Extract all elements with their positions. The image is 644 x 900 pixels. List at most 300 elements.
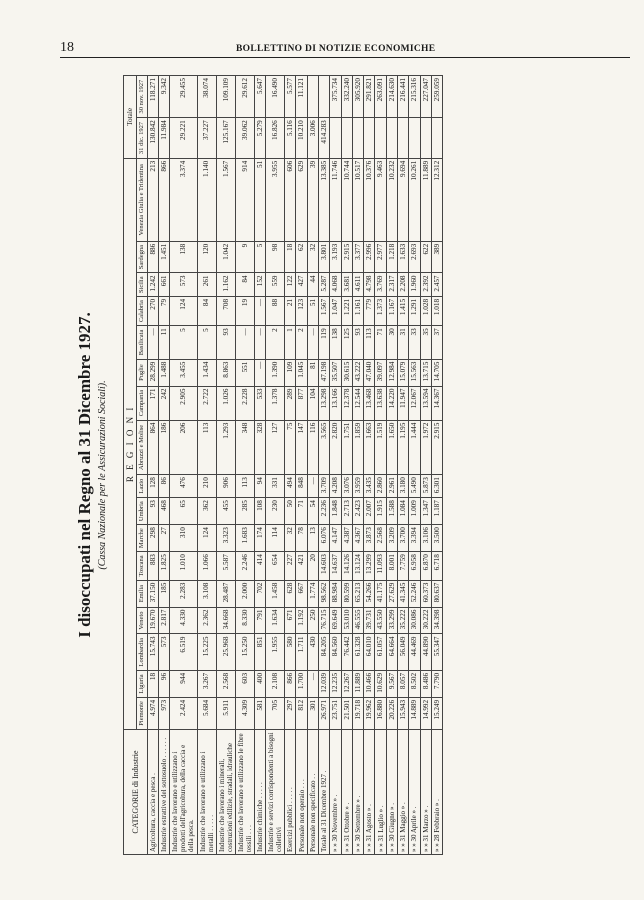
page-number: 18 bbox=[60, 40, 74, 55]
cell-value: 93 bbox=[147, 498, 158, 525]
total-cell bbox=[319, 76, 330, 118]
header-rule bbox=[60, 57, 630, 58]
region-header: Sardegna bbox=[137, 241, 147, 273]
cell-value: 3.709 bbox=[319, 475, 330, 498]
total-row bbox=[386, 76, 397, 855]
cell-value: 81 bbox=[307, 359, 318, 386]
cell-value: 15.250 bbox=[235, 634, 254, 670]
cell-value: 5 bbox=[254, 241, 265, 273]
row-label: » » 28 Febbraio » . bbox=[431, 730, 442, 855]
cell-value: 4.367 bbox=[352, 525, 363, 552]
cell-value: 2.860 bbox=[375, 475, 386, 498]
cell-value: 60.373 bbox=[420, 580, 431, 607]
total-cell: 259.059 bbox=[431, 76, 442, 118]
cell-value: 47.040 bbox=[364, 359, 375, 386]
total-cell: 332.240 bbox=[341, 76, 352, 118]
cell-value: 348 bbox=[235, 420, 254, 475]
cell-value: 98.562 bbox=[319, 580, 330, 607]
cell-value: 62 bbox=[296, 241, 307, 273]
cell-value: 3.455 bbox=[170, 359, 197, 386]
cell-value: 64.010 bbox=[364, 634, 375, 670]
cell-value: 2.817 bbox=[159, 607, 170, 634]
cell-value: 7.790 bbox=[431, 670, 442, 697]
category-row bbox=[235, 76, 254, 855]
cell-value: 18 bbox=[285, 241, 296, 273]
cell-value: 33 bbox=[409, 326, 420, 359]
cell-value: 13.638 bbox=[375, 386, 386, 420]
cell-value: 124 bbox=[170, 296, 197, 325]
cell-value: 3.700 bbox=[397, 525, 408, 552]
cell-value: 1.162 bbox=[216, 273, 235, 296]
cell-value: 2.915 bbox=[431, 420, 442, 475]
cell-value: 1.161 bbox=[352, 296, 363, 325]
cell-value: 54 bbox=[307, 498, 318, 525]
cell-value: 124 bbox=[197, 525, 216, 552]
total-cell: 5.116 bbox=[285, 118, 296, 159]
cell-value: 3.076 bbox=[341, 475, 352, 498]
cell-value: 3.500 bbox=[431, 525, 442, 552]
cell-value: 944 bbox=[170, 670, 197, 697]
cell-value: 654 bbox=[266, 552, 285, 580]
cell-value: 61.328 bbox=[352, 634, 363, 670]
cell-value: 15.743 bbox=[147, 634, 158, 670]
total-cell: 5.647 bbox=[254, 76, 265, 118]
cell-value: 12.235 bbox=[330, 670, 341, 697]
cell-value: 3.193 bbox=[330, 241, 341, 273]
cell-value: 19.718 bbox=[352, 697, 363, 729]
cell-value: 4.208 bbox=[330, 475, 341, 498]
cell-value: 866 bbox=[285, 670, 296, 697]
running-head: BOLLETTINO DI NOTIZIE ECONOMICHE bbox=[236, 44, 436, 54]
cell-value: 10.376 bbox=[364, 158, 375, 241]
cell-value: 5 bbox=[170, 326, 197, 359]
cell-value: 2.208 bbox=[397, 273, 408, 296]
cell-value: 3.267 bbox=[197, 670, 216, 697]
cell-value: 2.228 bbox=[235, 386, 254, 420]
total-cell: 263.091 bbox=[375, 76, 386, 118]
cell-value: 12.039 bbox=[319, 670, 330, 697]
cell-value: 10.629 bbox=[375, 670, 386, 697]
cell-value: 914 bbox=[235, 158, 254, 241]
total-cell: 130.842 bbox=[147, 118, 158, 159]
cell-value: 30.086 bbox=[409, 607, 420, 634]
region-header: Puglie bbox=[137, 359, 147, 386]
cell-value: 37.150 bbox=[147, 580, 158, 607]
cell-value: 2.108 bbox=[266, 670, 285, 697]
cell-value: 104 bbox=[307, 386, 318, 420]
cell-value: 1.187 bbox=[431, 498, 442, 525]
region-header: Marche bbox=[137, 525, 147, 552]
cell-value: 13.298 bbox=[319, 386, 330, 420]
total-header: Totale bbox=[124, 76, 137, 159]
rotated-table-area bbox=[75, 75, 635, 875]
cell-value: 1.751 bbox=[341, 420, 352, 475]
cell-value: 13.594 bbox=[420, 386, 431, 420]
cell-value: 2.246 bbox=[235, 552, 254, 580]
cell-value: 84 bbox=[235, 273, 254, 296]
cell-value: 1.633 bbox=[397, 241, 408, 273]
cell-value: 71 bbox=[375, 326, 386, 359]
total-cell: 216.441 bbox=[397, 76, 408, 118]
cell-value: 1.434 bbox=[197, 359, 216, 386]
cell-value: 8.863 bbox=[216, 359, 235, 386]
cell-value: 16.880 bbox=[375, 697, 386, 729]
cell-value: 13.166 bbox=[330, 386, 341, 420]
cell-value: 44.469 bbox=[409, 634, 420, 670]
region-header: Veneto bbox=[137, 607, 147, 634]
row-label: Industrie chimiche . . . . . bbox=[254, 730, 265, 855]
cell-value: 455 bbox=[216, 498, 235, 525]
cell-value: 39 bbox=[307, 158, 318, 241]
cell-value: 3.377 bbox=[352, 241, 363, 273]
total-row bbox=[420, 76, 431, 855]
cell-value: 33.299 bbox=[386, 607, 397, 634]
cell-value: 1.711 bbox=[296, 634, 307, 670]
cell-value: 848 bbox=[296, 475, 307, 498]
cell-value: 1.972 bbox=[420, 420, 431, 475]
cell-value: 2.236 bbox=[319, 498, 330, 525]
total-cell bbox=[409, 118, 420, 159]
cell-value: 32 bbox=[285, 525, 296, 552]
cell-value: 1.650 bbox=[386, 420, 397, 475]
cell-value: 427 bbox=[296, 273, 307, 296]
row-label: » » 30 Aprile » . bbox=[409, 730, 420, 855]
cell-value: 779 bbox=[364, 296, 375, 325]
cell-value: 4.611 bbox=[352, 273, 363, 296]
cell-value: 128 bbox=[147, 475, 158, 498]
total-cell: 118.271 bbox=[147, 76, 158, 118]
cell-value: 21.501 bbox=[341, 697, 352, 729]
region-header: Toscana bbox=[137, 552, 147, 580]
cell-value: 1.458 bbox=[266, 580, 285, 607]
cell-value: 573 bbox=[159, 634, 170, 670]
cell-value: 298 bbox=[147, 525, 158, 552]
cell-value: 1.415 bbox=[397, 296, 408, 325]
category-row bbox=[197, 76, 216, 855]
cell-value: 23.751 bbox=[330, 697, 341, 729]
cell-value: 86 bbox=[159, 475, 170, 498]
cell-value: 47.198 bbox=[319, 359, 330, 386]
cell-value: 10.466 bbox=[364, 670, 375, 697]
row-label: » » 31 Luglio » . bbox=[375, 730, 386, 855]
total-row bbox=[319, 76, 330, 855]
cell-value: 6.519 bbox=[170, 634, 197, 670]
cell-value: 494 bbox=[285, 475, 296, 498]
row-label: » » 30 Giugno » . bbox=[386, 730, 397, 855]
cell-value: 39.731 bbox=[364, 607, 375, 634]
cell-value: 301 bbox=[307, 697, 318, 729]
cell-value: 629 bbox=[296, 158, 307, 241]
cell-value: 76.442 bbox=[341, 634, 352, 670]
cell-value: 6.718 bbox=[431, 552, 442, 580]
cell-value: 2.905 bbox=[170, 386, 197, 420]
cell-value: 3.681 bbox=[341, 273, 352, 296]
cell-value: 8.486 bbox=[420, 670, 431, 697]
cell-value: 113 bbox=[235, 475, 254, 498]
cell-value: 7.759 bbox=[397, 552, 408, 580]
cell-value: 185 bbox=[159, 580, 170, 607]
total-column-header: 30 nov. 1927 bbox=[137, 76, 147, 118]
cell-value: 125 bbox=[341, 326, 352, 359]
cell-value: 11.947 bbox=[397, 386, 408, 420]
cell-value: — bbox=[307, 475, 318, 498]
total-cell: 16.826 bbox=[266, 118, 285, 159]
cell-value: 1.488 bbox=[159, 359, 170, 386]
cell-value: 51 bbox=[307, 296, 318, 325]
cell-value: 603 bbox=[235, 670, 254, 697]
cell-value: 708 bbox=[216, 296, 235, 325]
cell-value: 4.974 bbox=[147, 697, 158, 729]
cell-value: 2.977 bbox=[375, 241, 386, 273]
region-header: Lombardia bbox=[137, 634, 147, 670]
cell-value: 147 bbox=[296, 420, 307, 475]
cell-value: 310 bbox=[170, 525, 197, 552]
cell-value: 9.463 bbox=[375, 158, 386, 241]
cell-value: 9.694 bbox=[397, 158, 408, 241]
cell-value: 1.045 bbox=[296, 359, 307, 386]
region-header: Emilia bbox=[137, 580, 147, 607]
cell-value: 1.567 bbox=[216, 158, 235, 241]
cell-value: 4.798 bbox=[364, 273, 375, 296]
cell-value: 34.398 bbox=[431, 607, 442, 634]
cell-value: 430 bbox=[307, 634, 318, 670]
cell-value: 119 bbox=[319, 326, 330, 359]
cell-value: 242 bbox=[159, 386, 170, 420]
cell-value: — bbox=[254, 296, 265, 325]
cell-value: 11.093 bbox=[375, 552, 386, 580]
cell-value: 32 bbox=[307, 241, 318, 273]
total-row bbox=[364, 76, 375, 855]
cell-value: 331 bbox=[266, 475, 285, 498]
cell-value: 2.457 bbox=[431, 273, 442, 296]
cell-value: 1.047 bbox=[330, 296, 341, 325]
total-row bbox=[409, 76, 420, 855]
cell-value: 94 bbox=[254, 475, 265, 498]
cell-value: 30.222 bbox=[420, 607, 431, 634]
cell-value: 1.848 bbox=[330, 498, 341, 525]
cell-value: 227 bbox=[285, 552, 296, 580]
cell-value: 127 bbox=[266, 420, 285, 475]
cell-value: 2.392 bbox=[420, 273, 431, 296]
total-cell: 5.577 bbox=[285, 76, 296, 118]
cell-value: 12.984 bbox=[386, 359, 397, 386]
cell-value: 1.010 bbox=[170, 552, 197, 580]
cell-value: 1.084 bbox=[397, 498, 408, 525]
cell-value: 15.079 bbox=[397, 359, 408, 386]
total-row bbox=[397, 76, 408, 855]
cell-value: 78 bbox=[296, 525, 307, 552]
total-row bbox=[330, 76, 341, 855]
cell-value: 84.560 bbox=[330, 634, 341, 670]
cell-value: 886 bbox=[147, 241, 158, 273]
total-cell: 29.455 bbox=[170, 76, 197, 118]
row-label: Industrie e servizi corrispondenti a bisogni collettivi bbox=[266, 730, 285, 855]
cell-value: 12.312 bbox=[431, 158, 442, 241]
cell-value: 2.693 bbox=[409, 241, 420, 273]
cell-value: 4.068 bbox=[330, 273, 341, 296]
cell-value: 2.713 bbox=[341, 498, 352, 525]
total-cell: 38.074 bbox=[197, 76, 216, 118]
cell-value: 2.722 bbox=[197, 386, 216, 420]
category-row bbox=[170, 76, 197, 855]
total-cell bbox=[307, 76, 318, 118]
cell-value: 2.915 bbox=[341, 241, 352, 273]
region-header: Abruzzi e Molise bbox=[137, 420, 147, 475]
cell-value: 35 bbox=[420, 326, 431, 359]
cell-value: 3.209 bbox=[386, 525, 397, 552]
cell-value: 79 bbox=[159, 296, 170, 325]
cell-value: 551 bbox=[235, 359, 254, 386]
cell-value: 3.108 bbox=[197, 580, 216, 607]
cell-value: 12.544 bbox=[352, 386, 363, 420]
cell-value: 362 bbox=[197, 498, 216, 525]
cell-value: 289 bbox=[285, 386, 296, 420]
row-label: » » 31 Maggio » . bbox=[397, 730, 408, 855]
cell-value: 580 bbox=[285, 634, 296, 670]
cell-value: 27.629 bbox=[386, 580, 397, 607]
cell-value: 30 bbox=[386, 326, 397, 359]
row-label: Industrie che lavorano e utilizzano i metalli . . . . . bbox=[197, 730, 216, 855]
total-cell: 29.612 bbox=[235, 76, 254, 118]
cell-value: 702 bbox=[254, 580, 265, 607]
cell-value: 5 bbox=[197, 326, 216, 359]
cell-value: 2.424 bbox=[170, 697, 197, 729]
total-cell: 125.167 bbox=[216, 118, 235, 159]
region-header: Lazio bbox=[137, 475, 147, 498]
cell-value: 1.390 bbox=[266, 359, 285, 386]
cell-value: 3.769 bbox=[375, 273, 386, 296]
cell-value: 883 bbox=[147, 552, 158, 580]
cell-value: 53.010 bbox=[341, 607, 352, 634]
cell-value: 14.126 bbox=[341, 552, 352, 580]
cell-value: 76.715 bbox=[319, 607, 330, 634]
cell-value: 213 bbox=[147, 158, 158, 241]
cell-value: 3.394 bbox=[409, 525, 420, 552]
total-cell: 37.227 bbox=[197, 118, 216, 159]
cell-value: 4.309 bbox=[235, 697, 254, 729]
cell-value: 55.347 bbox=[431, 634, 442, 670]
cell-value: 54.266 bbox=[364, 580, 375, 607]
cell-value: 21 bbox=[285, 296, 296, 325]
total-column-header: 31 dic. 1927 bbox=[137, 118, 147, 159]
cell-value: 30.615 bbox=[341, 359, 352, 386]
total-cell bbox=[420, 118, 431, 159]
region-header: Venezia Giulia e Tridentina bbox=[137, 158, 147, 241]
cell-value: 581 bbox=[254, 697, 265, 729]
total-cell: 11.984 bbox=[159, 118, 170, 159]
cell-value: 12.378 bbox=[341, 386, 352, 420]
cell-value: 65 bbox=[170, 498, 197, 525]
cell-value: 3.435 bbox=[364, 475, 375, 498]
cell-value: 26.971 bbox=[319, 697, 330, 729]
cell-value: 28.299 bbox=[147, 359, 158, 386]
total-cell: 11.121 bbox=[296, 76, 307, 118]
cell-value: 3.180 bbox=[397, 475, 408, 498]
cell-value: 1.167 bbox=[386, 296, 397, 325]
cell-value: 20 bbox=[307, 552, 318, 580]
cell-value: 8.502 bbox=[409, 670, 420, 697]
total-row bbox=[341, 76, 352, 855]
cell-value: 186 bbox=[159, 420, 170, 475]
cell-value: 11.746 bbox=[330, 158, 341, 241]
cell-value: 113 bbox=[197, 420, 216, 475]
cell-value: 11 bbox=[159, 326, 170, 359]
cell-value: 5.587 bbox=[216, 552, 235, 580]
cell-value: — bbox=[254, 359, 265, 386]
cell-value: 84.205 bbox=[319, 634, 330, 670]
cell-value: 1.293 bbox=[216, 420, 235, 475]
cell-value: 973 bbox=[159, 697, 170, 729]
cell-value: 15.225 bbox=[197, 634, 216, 670]
cell-value: 421 bbox=[296, 552, 307, 580]
total-cell: 3.006 bbox=[307, 118, 318, 159]
cell-value: 705 bbox=[266, 697, 285, 729]
cell-value: 3.801 bbox=[319, 241, 330, 273]
total-cell: 9.342 bbox=[159, 76, 170, 118]
cell-value: 123 bbox=[296, 296, 307, 325]
cell-value: 1.859 bbox=[352, 420, 363, 475]
cell-value: 4.330 bbox=[170, 607, 197, 634]
cell-value: 8.057 bbox=[397, 670, 408, 697]
cell-value: 270 bbox=[147, 296, 158, 325]
row-label: Esercizi pubblici . . . . . bbox=[285, 730, 296, 855]
total-row bbox=[375, 76, 386, 855]
category-row bbox=[266, 76, 285, 855]
cell-value: 43.222 bbox=[352, 359, 363, 386]
total-cell: 39.062 bbox=[235, 118, 254, 159]
cell-value: 400 bbox=[254, 670, 265, 697]
cell-value: 559 bbox=[266, 273, 285, 296]
cell-value: 1.066 bbox=[197, 552, 216, 580]
cell-value: 1.683 bbox=[235, 525, 254, 552]
cell-value: 1 bbox=[285, 326, 296, 359]
cell-value: 31 bbox=[397, 326, 408, 359]
cell-value: 2.317 bbox=[386, 273, 397, 296]
cell-value: 19.670 bbox=[147, 607, 158, 634]
cell-value: 11.889 bbox=[352, 670, 363, 697]
cell-value: 2.961 bbox=[386, 475, 397, 498]
total-cell: 291.821 bbox=[364, 76, 375, 118]
cell-value: 4.147 bbox=[330, 525, 341, 552]
cell-value: 1.291 bbox=[409, 296, 420, 325]
cell-value: 1.825 bbox=[159, 552, 170, 580]
cell-value: 25.968 bbox=[216, 634, 235, 670]
cell-value: 114 bbox=[266, 525, 285, 552]
cell-value: 15.249 bbox=[431, 697, 442, 729]
cell-value: 1.218 bbox=[386, 241, 397, 273]
cell-value: 71 bbox=[296, 498, 307, 525]
cell-value: 1.663 bbox=[364, 420, 375, 475]
cell-value: 1.960 bbox=[409, 273, 420, 296]
total-cell bbox=[330, 118, 341, 159]
row-label: » » 31 Ottobre » . bbox=[341, 730, 352, 855]
total-cell bbox=[352, 118, 363, 159]
region-header: Campania bbox=[137, 386, 147, 420]
cell-value: 28.487 bbox=[216, 580, 235, 607]
cell-value: 1.634 bbox=[266, 607, 285, 634]
row-label: » » 30 Novembre » . bbox=[330, 730, 341, 855]
cell-value: 1.042 bbox=[216, 241, 235, 273]
total-cell bbox=[397, 118, 408, 159]
cell-value: 328 bbox=[254, 420, 265, 475]
cell-value: 65.213 bbox=[352, 580, 363, 607]
cell-value: 1.347 bbox=[420, 498, 431, 525]
cell-value: 4.387 bbox=[341, 525, 352, 552]
cell-value: 14.705 bbox=[431, 359, 442, 386]
row-label: Industrie che lavorano i minerali, costruzioni edilizie, stradali, idrauliche bbox=[216, 730, 235, 855]
cell-value: 851 bbox=[254, 634, 265, 670]
cell-value: 2.283 bbox=[170, 580, 197, 607]
